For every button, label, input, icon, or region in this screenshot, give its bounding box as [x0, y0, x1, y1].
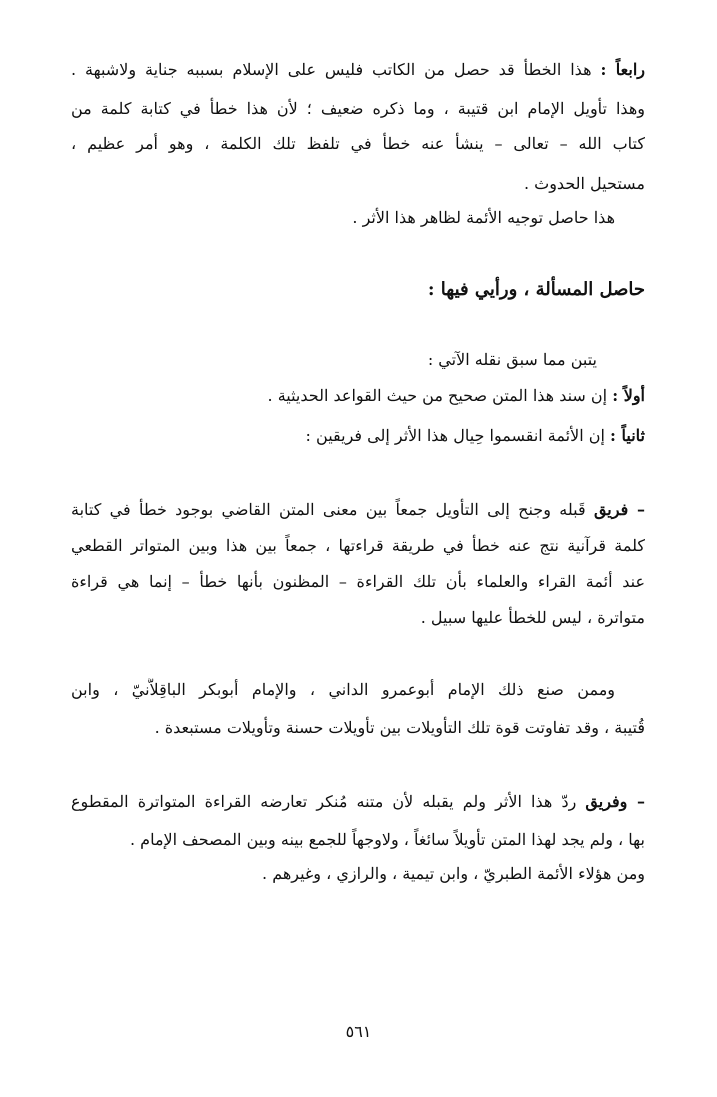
point-first-text: إن سند هذا المتن صحيح من حيث القواعد الحديثية . — [267, 386, 608, 405]
group-one-line-3: عند أئمة القراء والعلماء بأن تلك القراءة – المظنون بأنها خطأ – إنما هي قراءة — [71, 572, 645, 591]
paragraph-fourth-line-2: وهذا تأويل الإمام ابن قتيبة ، وما ذكره ضعيف ؛ لأن هذا خطأ في كتابة كلمة من — [71, 99, 645, 118]
group-two-text-1: ردّ هذا الأثر ولم يقبله لأن متنه مُنكر تعارضه القراءة المتواترة المقطوع — [71, 792, 577, 811]
group-two-label: – وفريق — [585, 792, 645, 811]
fourth-text-1: هذا الخطأ قد حصل من الكاتب فليس على الإسلام بسببه جناية ولاشبهة . — [71, 60, 592, 79]
paragraph-fourth-line-4: مستحيل الحدوث . — [523, 174, 645, 193]
page-number: ٥٦١ — [345, 1022, 372, 1041]
group-two-line-3: ومن هؤلاء الأئمة الطبريّ ، وابن تيمية ، والرازي ، وغيرهم . — [262, 864, 645, 883]
summary-line: هذا حاصل توجيه الأئمة لظاهر هذا الأثر . — [352, 208, 615, 227]
fourth-label: رابعاً : — [600, 60, 645, 79]
intro-line: يتبن مما سبق نقله الآتي : — [427, 350, 597, 369]
group-one-followers-line-1: وممن صنع ذلك الإمام أبوعمرو الداني ، والإمام أبوبكر الباقِلاَّنيّ ، وابن — [71, 680, 615, 699]
point-first — [71, 384, 645, 408]
group-one-followers-line-2: قُتيبة ، وقد تفاوتت قوة تلك التأويلات بين تأويلات حسنة وتأويلات مستبعدة . — [154, 718, 645, 737]
group-one-text-1: قَبله وجنح إلى التأويل جمعاً بين معنى المتن القاضي بوجود خطأ في كتابة — [71, 500, 586, 519]
section-heading: حاصل المسألة ، ورأيي فيها : — [427, 279, 645, 300]
group-two-line-2: بها ، ولم يجد لهذا المتن تأويلاً سائغاً ، ولاوجهاً للجمع بينه وبين المصحف الإمام . — [129, 830, 645, 849]
paragraph-fourth-line-3: كتاب الله – تعالى – ينشأ عنه خطأ في تلفظ تلك الكلمة ، وهو أمر عظيم ، — [71, 134, 645, 153]
group-one-line-2: كلمة قرآنية نتج عنه خطأ في طريقة قراءتها ، جمعاً بين هذا وبين المتواتر القطعي — [71, 536, 645, 555]
point-first-label: أولاً : — [612, 386, 645, 405]
point-second-label: ثانياً : — [610, 426, 645, 445]
group-one-line-4: متواترة ، ليس للخطأ عليها سبيل . — [420, 608, 645, 627]
point-second-text: إن الأئمة انقسموا حِيال هذا الأثر إلى فريقين : — [305, 426, 605, 445]
group-two-line-1 — [71, 790, 645, 814]
group-one-label: – فريق — [593, 500, 645, 519]
paragraph-fourth-line-1 — [71, 58, 645, 82]
group-one-line-1 — [71, 498, 645, 522]
point-second — [71, 424, 645, 448]
